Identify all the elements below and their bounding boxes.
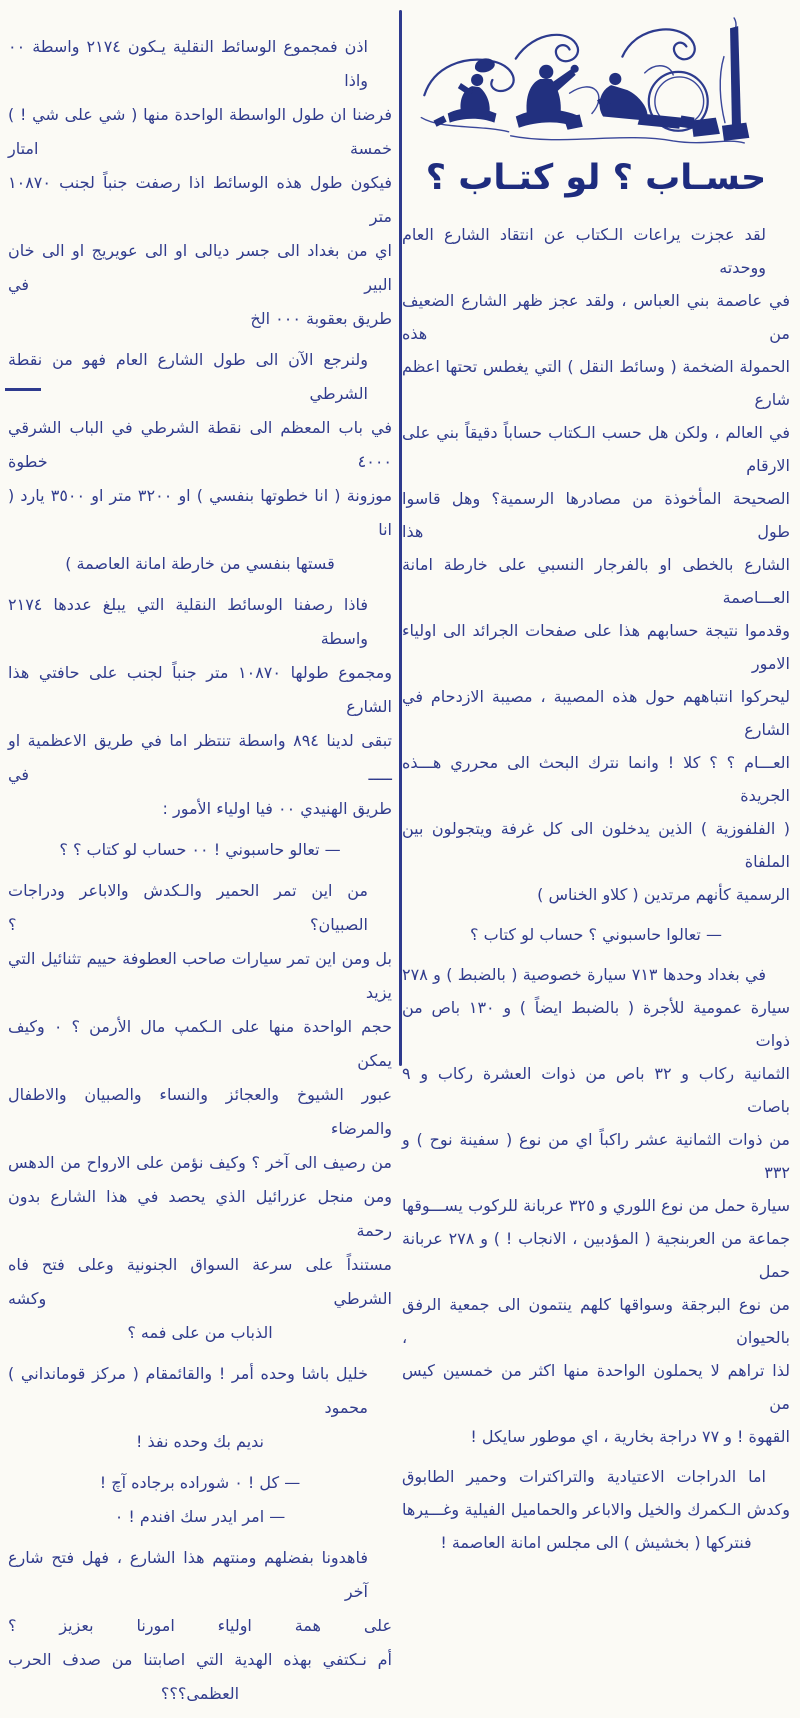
text-line: تبقى لدينا ٨٩٤ واسطة تنتظر اما في طريق الاعظمية او ـــــ في xyxy=(8,731,392,784)
left-column xyxy=(8,0,392,1718)
text-line: وقدموا نتيجة حسابهم هذا على صفحات الجرائد الى اولياء الامور xyxy=(402,621,790,673)
article-title: حسـاب ؟ لو كتـاب ؟ xyxy=(425,158,767,198)
paragraph xyxy=(8,30,392,336)
text-line: ومن منجل عزرائيل الذي يحصد في هذا الشارع بدون رحمة xyxy=(8,1187,392,1240)
text-line: لذا تراهم لا يحملون الواحدة منها اكثر من خمسين كيس من xyxy=(402,1361,790,1413)
text-line: من ذوات الثمانية عشر راكباً اي من نوع ( سفينة نوح ) و ٣٣٢ xyxy=(402,1130,790,1182)
paragraph xyxy=(8,874,392,1350)
text-line: في العالم ، ولكن هل حسب الـكتاب حساباً دقيقاً بني على الارقام xyxy=(402,423,790,475)
text-line: الشارع بالخطى او بالفرجار النسبي على خارطة امانة العـــاصمة xyxy=(402,555,790,607)
text-line: نديم بك وحده نفذ ! xyxy=(136,1432,264,1451)
text-line: طريق بعقوبة ٠٠٠ الخ xyxy=(250,309,392,328)
text-line: من نوع البرجقة وسواقها كلهم ينتمون الى جمعية الرفق بالحيوان ، xyxy=(402,1295,790,1347)
text-line: في عاصمة بني العباس ، ولقد عجز ظهر الشارع الضعيف من هذه xyxy=(402,291,790,343)
text-line: — تعالوا حاسبوني ؟ حساب لو كتاب ؟ xyxy=(470,925,722,944)
text-line: موزونة ( انا خطوتها بنفسي ) او ٣٢٠٠ متر او ٣٥٠٠ يارد ( انا xyxy=(8,486,393,539)
text-line: خليل باشا وحده أمر ! والقائمقام ( مركز قومانداني ) محمود xyxy=(8,1364,368,1417)
paragraph xyxy=(8,1466,392,1534)
text-line: طريق الهنيدي ٠٠ فيا اولياء الأمور : xyxy=(162,799,392,818)
text-line: فرضنا ان طول الواسطة الواحدة منها ( شي على شي ! ) خمسة امتار xyxy=(8,105,392,158)
text-line: — تعالو حاسبوني ! ٠٠ حساب لو كتاب ؟ ؟ xyxy=(59,840,341,859)
text-line: فنتركها ( بخشيش ) الى مجلس امانة العاصمة ! xyxy=(440,1533,752,1552)
text-line: سيارة عمومية للأجرة ( بالضبط ايضاً ) و ١٣٠ باص من ذوات xyxy=(402,998,791,1050)
paragraph xyxy=(402,218,790,911)
paragraph xyxy=(8,1357,392,1459)
text-line: حجم الواحدة منها على الـكمپ مال الأرمن ؟ ٠ وكيف يمكن xyxy=(8,1017,393,1070)
text-line: الصحيحة المأخوذة من مصادرها الرسمية؟ وهل قاسوا طول هذا xyxy=(402,489,790,541)
text-line: من اين تمر الحمير والـكدش والاباعر ودراجات الصبيان؟ ؟ xyxy=(8,881,368,934)
right-column xyxy=(398,0,794,1566)
paragraph xyxy=(402,958,790,1453)
text-line: قستها بنفسي من خارطة امانة العاصمة ) xyxy=(65,554,335,573)
text-line: — كل ! ٠ شوراده برجاده آچ ! xyxy=(99,1473,301,1492)
text-line: بل ومن اين تمر سيارات صاحب العطوفة حييم تثنائيل التي يزيد xyxy=(8,949,392,1002)
text-line: القهوة ! و ٧٧ دراجة بخارية ، اي موطور سايكل ! xyxy=(470,1427,790,1446)
text-line: في باب المعظم الى نقطة الشرطي في الباب الشرقي ٤٠٠٠ خطوة xyxy=(8,418,392,471)
paragraph xyxy=(8,343,392,581)
text-line: اي من بغداد الى جسر ديالى او الى عويريج او الى خان البير في xyxy=(8,241,392,294)
text-line: الحمولة الضخمة ( وسائط النقل ) التي يغطس تحتها اعظم شارع xyxy=(402,357,790,409)
right-column-text xyxy=(402,218,790,1559)
text-line: في بغداد وحدها ٧١٣ سيارة خصوصية ( بالضبط ) و ٢٧٨ xyxy=(402,965,766,984)
text-line: سيارة حمل من نوع اللوري و ٣٢٥ عربانة للركوب يســـوقها xyxy=(402,1196,790,1215)
text-line: اذن فمجموع الوسائط النقلية يـكون ٢١٧٤ واسطة ٠٠ واذا xyxy=(8,37,369,90)
text-line: ومجموع طولها ١٠٨٧٠ متر جنباً لجنب على حافتي هذا الشارع xyxy=(8,663,392,716)
paragraph xyxy=(8,833,392,867)
text-line: أم نـكتفي بهذه الهدية التي اصابتنا من صدف الحرب العظمى؟؟؟ xyxy=(8,1650,392,1703)
text-line: فاذا رصفنا الوسائط النقلية التي يبلغ عددها ٢١٧٤ واسطة xyxy=(8,595,368,648)
paragraph xyxy=(8,1541,392,1711)
text-line: جماعة من العربنجية ( المؤدبين ، الانجاب ! ) و ٢٧٨ عربانة حمل xyxy=(402,1229,790,1281)
text-line: وكدش الـكمرك والخيل والاباعر والحماميل الفيلية وغـــيرها xyxy=(402,1500,790,1519)
text-line: على همة اولياء امورنا بعزيز ؟ xyxy=(8,1616,392,1635)
text-line: من رصيف الى آخر ؟ وكيف نؤمن على الارواح من الدهس xyxy=(8,1153,392,1172)
paragraph xyxy=(402,1460,790,1559)
text-line: — امر ايدر سك افندم ! ٠ xyxy=(114,1507,286,1526)
text-line: مستنداً على سرعة السواق الجنونية وعلى فتح فاه الشرطي وكشه xyxy=(8,1255,392,1308)
paragraph xyxy=(402,918,790,951)
text-line: ليحركوا انتباههم حول هذه المصيبة ، مصيبة الازدحام في الشارع xyxy=(402,687,790,739)
text-line: فاهدونا بفضلهم ومنتهم هذا الشارع ، فهل فتح شارع آخر xyxy=(8,1548,368,1601)
masthead-illustration xyxy=(416,16,778,146)
text-line: ( الفلفوزية ) الذين يدخلون الى كل غرفة ويتجولون بين الملفاة xyxy=(402,819,790,871)
text-line: اما الدراجات الاعتيادية والتراكترات وحمير الطابوق xyxy=(402,1467,766,1486)
paragraph xyxy=(8,588,392,826)
text-line: ولنرجع الآن الى طول الشارع العام فهو من نقطة الشرطي xyxy=(8,350,368,403)
text-line: العـــام ؟ ؟ كلا ! وانما نترك البحث الى محرري هـــذه الجريدة xyxy=(402,753,790,805)
text-line: الرسمية كأنهم مرتدين ( كلاو الخناس ) xyxy=(537,885,790,904)
text-line: الثمانية ركاب و ٣٢ باص من ذوات العشرة ركاب و ٩ باصات xyxy=(402,1064,790,1116)
left-column-text xyxy=(8,30,392,1711)
text-line: فيكون طول هذه الوسائط اذا رصفت جنباً لجنب ١٠٨٧٠ متر xyxy=(8,173,392,226)
text-line: لقد عجزت يراعات الـكتاب عن انتقاد الشارع العام ووحدته xyxy=(402,225,766,277)
text-line: الذباب من على فمه ؟ xyxy=(127,1323,273,1342)
text-line: عبور الشيوخ والعجائز والنساء والصبيان والاطفال والمرضاء xyxy=(8,1085,392,1138)
